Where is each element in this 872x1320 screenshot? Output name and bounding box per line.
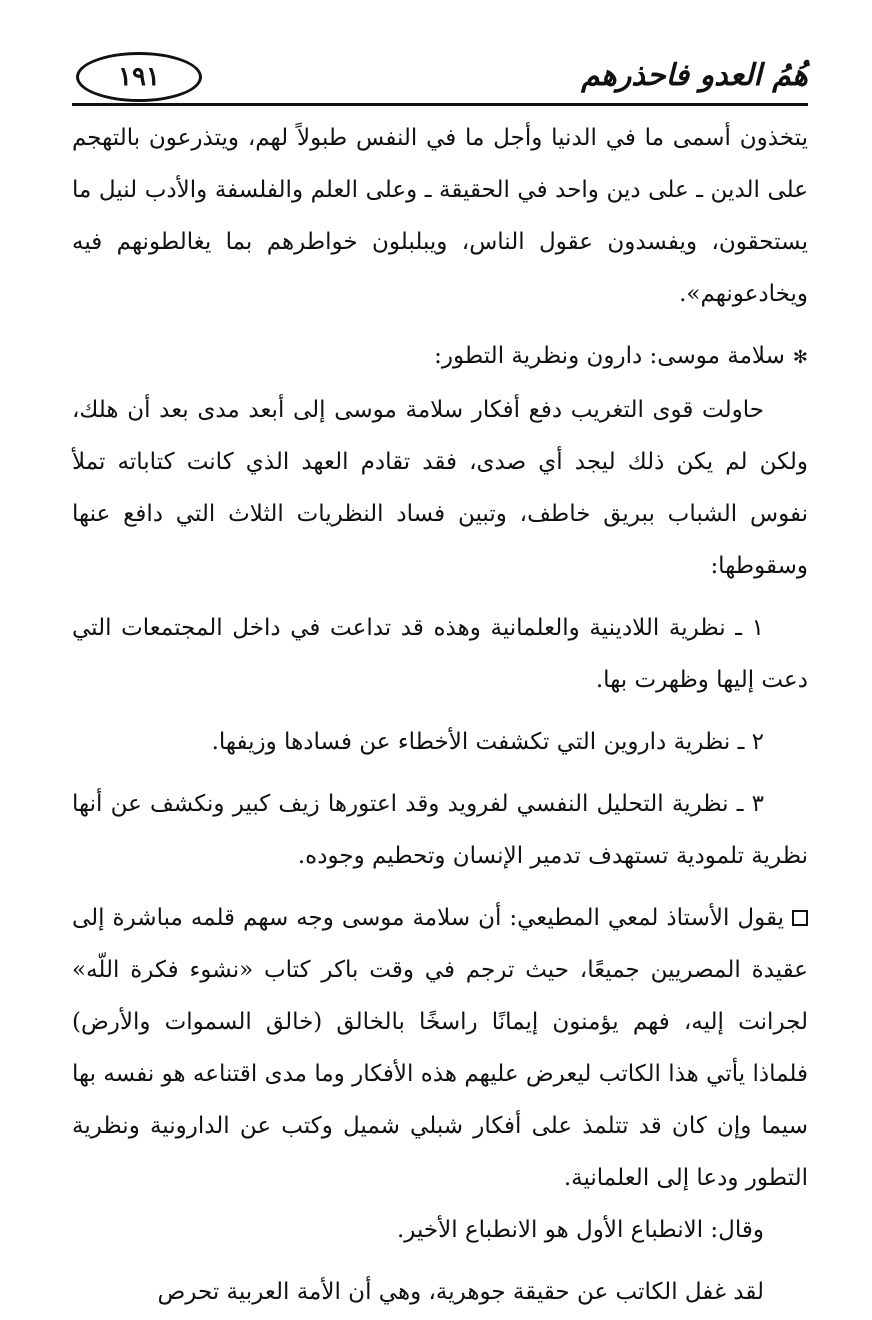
paragraph: حاولت قوى التغريب دفع أفكار سلامة موسى إلى أبعد مدى بعد أن هلك، ولكن لم يكن ذلك ليجد أي صدى، فقد تقادم العهد الذي كانت كتاباته تملأ نفوس الشباب ببريق خاطف، وتبين فساد النظريات الثلاث التي دافع عنها وسقوطها: — [72, 397, 808, 579]
quoted-paragraph — [72, 892, 808, 1204]
star-icon: ✻ — [792, 347, 808, 368]
paragraph: لقد غفل الكاتب عن حقيقة جوهرية، وهي أن الأمة العربية تحرص — [157, 1279, 764, 1305]
list-item: ٢ ـ نظرية داروين التي تكشفت الأخطاء عن فسادها وزيفها. — [211, 729, 764, 755]
list-item: ١ ـ نظرية اللادينية والعلمانية وهذه قد تداعت في داخل المجتمعات التي دعت إليها وظهرت بها. — [72, 615, 808, 693]
section-heading — [72, 330, 808, 384]
running-title: هُمُ العدو فاحذرهم — [581, 58, 808, 93]
paragraph: يتخذون أسمى ما في الدنيا وأجل ما في النفس طبولاً لهم، ويتذرعون بالتهجم على الدين ـ على دين واحد في الحقيقة ـ وعلى العلم والفلسفة والأدب لنيل ما يستحقون، ويفسدون عقول الناس، ويبلبلون خواطرهم بما يغالطونهم فيه ويخادعونهم». — [72, 125, 808, 307]
section-heading-text: سلامة موسى: دارون ونظرية التطور: — [434, 343, 785, 369]
page-number — [76, 52, 202, 102]
header-rule — [72, 103, 808, 106]
square-icon — [792, 910, 808, 926]
list-item: ٣ ـ نظرية التحليل النفسي لفرويد وقد اعتورها زيف كبير ونكشف عن أنها نظرية تلمودية تستهدف تدمير الإنسان وتحطيم وجوده. — [72, 791, 808, 869]
body-text — [72, 112, 808, 1318]
quoted-paragraph-text: يقول الأستاذ لمعي المطيعي: أن سلامة موسى وجه سهم قلمه مباشرة إلى عقيدة المصريين جميعًا، حيث ترجم في وقت باكر كتاب «نشوء فكرة اللّه» لجرانت إليه، فهم يؤمنون إيمانًا راسخًا بالخالق (خالق السموات والأرض) فلماذا يأتي هذا الكاتب ليعرض عليهم هذه الأفكار وما مدى اقتناعه هو نفسه بها سيما وإن كان قد تتلمذ على أفكار شبلي شميل وكتب عن الدارونية ونظرية التطور ودعا إلى العلمانية. — [72, 905, 808, 1191]
page-header — [72, 44, 808, 106]
page-number-text: ١٩١ — [118, 62, 160, 92]
paragraph: وقال: الانطباع الأول هو الانطباع الأخير. — [396, 1217, 764, 1243]
